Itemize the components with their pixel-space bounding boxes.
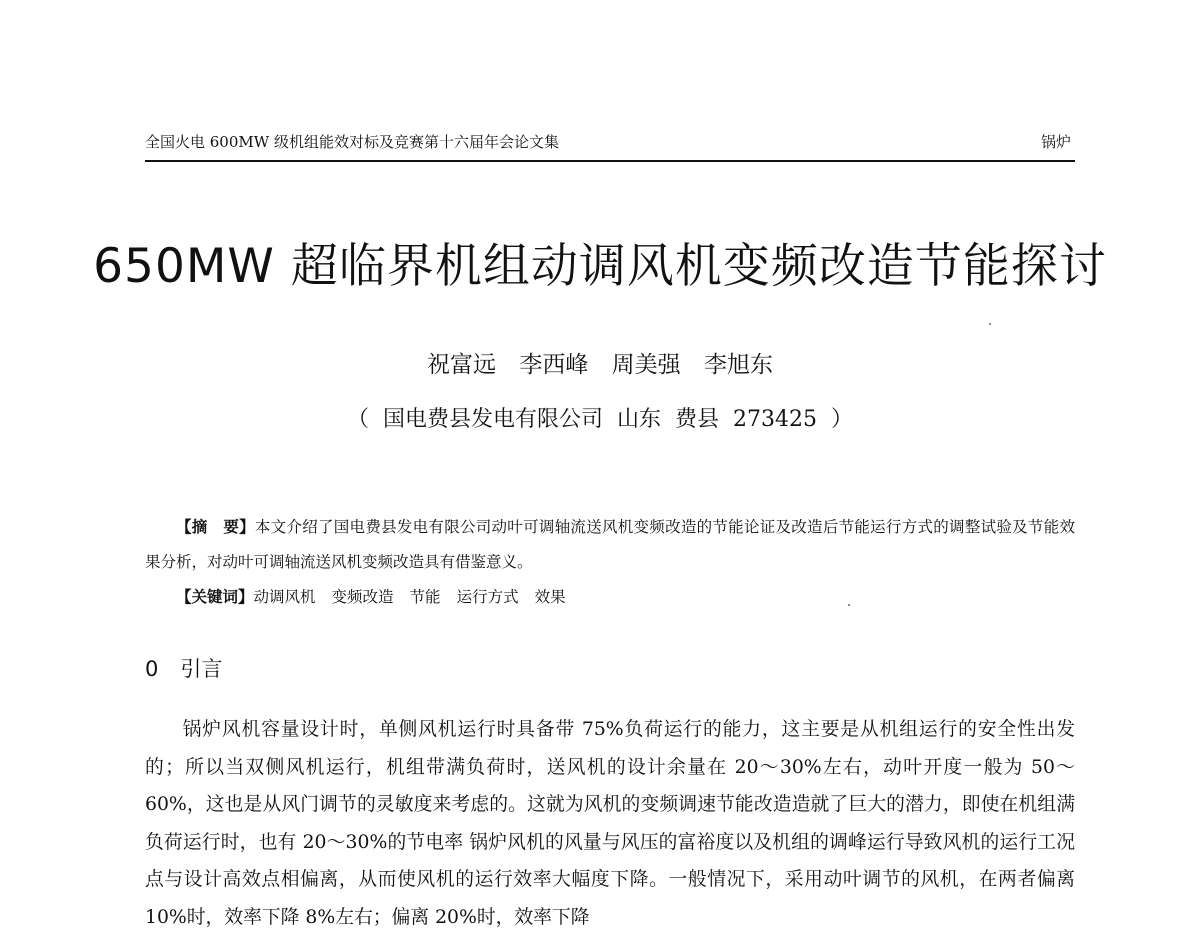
author-name: 李旭东 — [703, 352, 773, 378]
author-name: 周美强 — [611, 352, 681, 378]
section-label: 锅炉 — [1040, 133, 1071, 151]
keyword: 动调风机 — [253, 588, 316, 606]
paper-title: 650MW 超临界机组动调风机变频改造节能探讨 — [93, 239, 1107, 294]
affiliation-organization: 国电费县发电有限公司 — [382, 407, 603, 432]
author-list — [0, 350, 1200, 380]
affiliation-open-paren: （ — [346, 407, 369, 432]
section-title: 引言 — [180, 657, 223, 681]
body-text — [145, 711, 1075, 937]
proceedings-title: 全国火电 600MW 级机组能效对标及竞赛第十六届年会论文集 — [145, 133, 559, 151]
scan-speck — [989, 323, 991, 325]
abstract-label: 【摘 要】 — [176, 518, 255, 536]
keyword: 节能 — [409, 588, 441, 606]
intro-paragraph: 锅炉风机容量设计时，单侧风机运行时具备带 75%负荷运行的能力，这主要是从机组运行的安全性出发的；所以当双侧风机运行，机组带满负荷时，送风机的设计余量在 20～30%左右，动叶开度一般为 50～60%，这也是从风门调节的灵敏度来考虑的。这就为风机的变频调速节能改造造就了巨大的潜力，即使在机组满负荷运行时，也有 20～30%的节电率 锅炉风机的风量与风压的富裕度以及机组的调峰运行导致风机的运行工况点与设计高效点相偏离，从而使风机的运行效率大幅度下降。一般情况下，采用动叶调节的风机，在两者偏离 10%时，效率下降 8%左右；偏离 20%时，效率下降 — [145, 719, 1075, 928]
section-heading — [145, 654, 222, 684]
affiliation-postcode: 273425 — [733, 407, 818, 432]
author-name: 祝富远 — [427, 352, 497, 378]
author-name: 李西峰 — [519, 352, 589, 378]
keyword: 运行方式 — [456, 588, 519, 606]
header-divider — [145, 160, 1075, 162]
section-number: 0 — [145, 657, 159, 681]
affiliation-province: 山东 — [617, 407, 662, 432]
running-header — [145, 132, 1073, 158]
keyword: 效果 — [534, 588, 566, 606]
affiliation-county: 费县 — [675, 407, 720, 432]
abstract-block — [145, 510, 1075, 615]
keywords-label: 【关键词】 — [176, 588, 254, 606]
abstract-paragraph — [145, 510, 1075, 580]
keywords-line — [145, 580, 1075, 615]
affiliation-close-paren: ） — [831, 407, 854, 432]
scan-speck — [848, 604, 850, 606]
keyword: 变频改造 — [331, 588, 394, 606]
abstract-text: 本文介绍了国电费县发电有限公司动叶可调轴流送风机变频改造的节能论证及改造后节能运行方式的调整试验及节能效果分析，对动叶可调轴流送风机变频改造具有借鉴意义。 — [145, 518, 1075, 571]
affiliation — [0, 405, 1200, 435]
